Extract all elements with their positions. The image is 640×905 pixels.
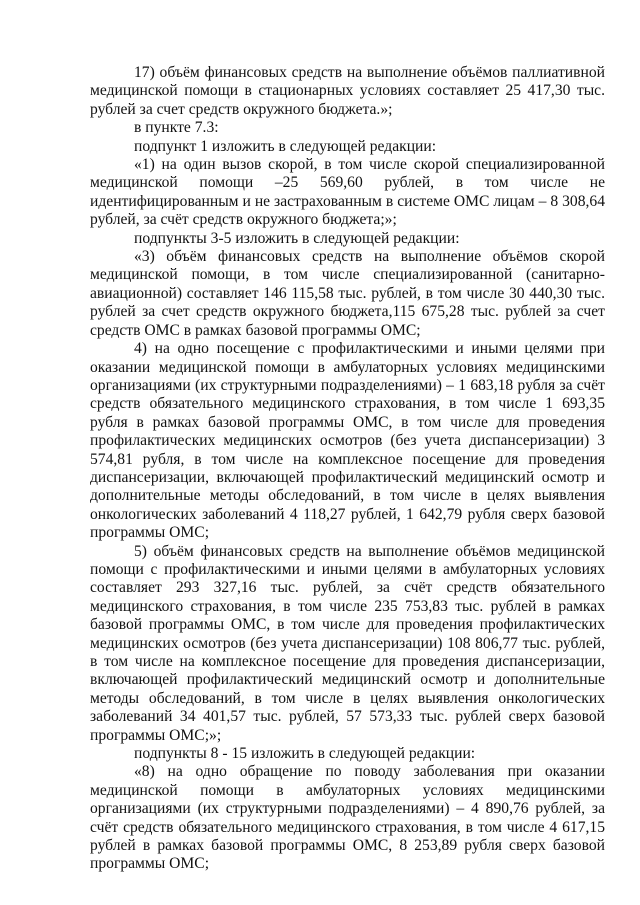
paragraph-subpoint-3: «3) объём финансовых средств на выполнение объёмов скорой медицинской помощи, в том числе специализированной (санитарно-авиационной) составляет 146 115,58 тыс. рублей, в том числе 30 440,30 тыс. рублей за счет средств окружного бюджета,115 675,28 тыс. рублей за счет средств ОМС в рамках базовой программы ОМС; [90, 248, 605, 339]
paragraph-point-7-3: в пункте 7.3: [134, 119, 219, 137]
paragraph-item-17: 17) объём финансовых средств на выполнение объёмов паллиативной медицинской помощи в стационарных условиях составляет 25 417,30 тыс. рублей за счет средств окружного бюджета.»; [90, 64, 605, 118]
paragraph-subpoint-4: 4) на одно посещение с профилактическими и иными целями при оказании медицинской помощи в амбулаторных условиях медицинскими организациями (их структурными подразделениями) – 1 683,18 рубля за счёт средств обязательного медицинского страхования, в том числе 1 693,35 рубля в рамках базовой программы ОМС, в том числе для проведения профилактических медицинских осмотров (без учета диспансеризации) 3 574,81 рубля, в том числе на комплексное посещение для проведения диспансеризации, включающей профилактический медицинский осмотр и дополнительные методы обследований, в том числе в целях выявления онкологических заболеваний 4 118,27 рублей, 1 642,79 рубля сверх базовой программы ОМС; [90, 340, 605, 542]
paragraph-subpoints-3-5-intro: подпункты 3-5 изложить в следующей редакции: [134, 229, 460, 247]
paragraph-subpoint-1: «1) на один вызов скорой, в том числе скорой специализированной медицинской помощи –25 569,60 рублей, в том числе не идентифицированным и не застрахованным в системе ОМС лицам – 8 308,64 рублей, за счёт средств окружного бюджета;»; [90, 156, 605, 229]
paragraph-subpoint-5: 5) объём финансовых средств на выполнение объёмов медицинской помощи с профилактическими и иными целями в амбулаторных условиях составляет 293 327,16 тыс. рублей, за счёт средств обязательного медицинского страхования, в том числе 235 753,83 тыс. рублей в рамках базовой программы ОМС, в том числе для проведения профилактических медицинских осмотров (без учета диспансеризации) 108 806,77 тыс. рублей, в том числе на комплексное посещение для проведения диспансеризации, включающей профилактический медицинский осмотр и дополнительные методы обследований, в том числе в целях выявления онкологических заболеваний 34 401,57 тыс. рублей, 57 573,33 тыс. рублей сверх базовой программы ОМС;»; [90, 542, 605, 744]
document-page [90, 64, 605, 874]
paragraph-subpoint-1-intro: подпункт 1 изложить в следующей редакции: [134, 137, 437, 155]
paragraph-subpoints-8-15-intro: подпункты 8 - 15 изложить в следующей редакции: [134, 745, 476, 763]
paragraph-subpoint-8: «8) на одно обращение по поводу заболевания при оказании медицинской помощи в амбулаторных условиях медицинскими организациями (их структурными подразделениями) – 4 890,76 рублей, за счёт средств обязательного медицинского страхования, в том числе 4 617,15 рублей в рамках базовой программы ОМС, 8 253,89 рубля сверх базовой программы ОМС; [90, 763, 605, 873]
